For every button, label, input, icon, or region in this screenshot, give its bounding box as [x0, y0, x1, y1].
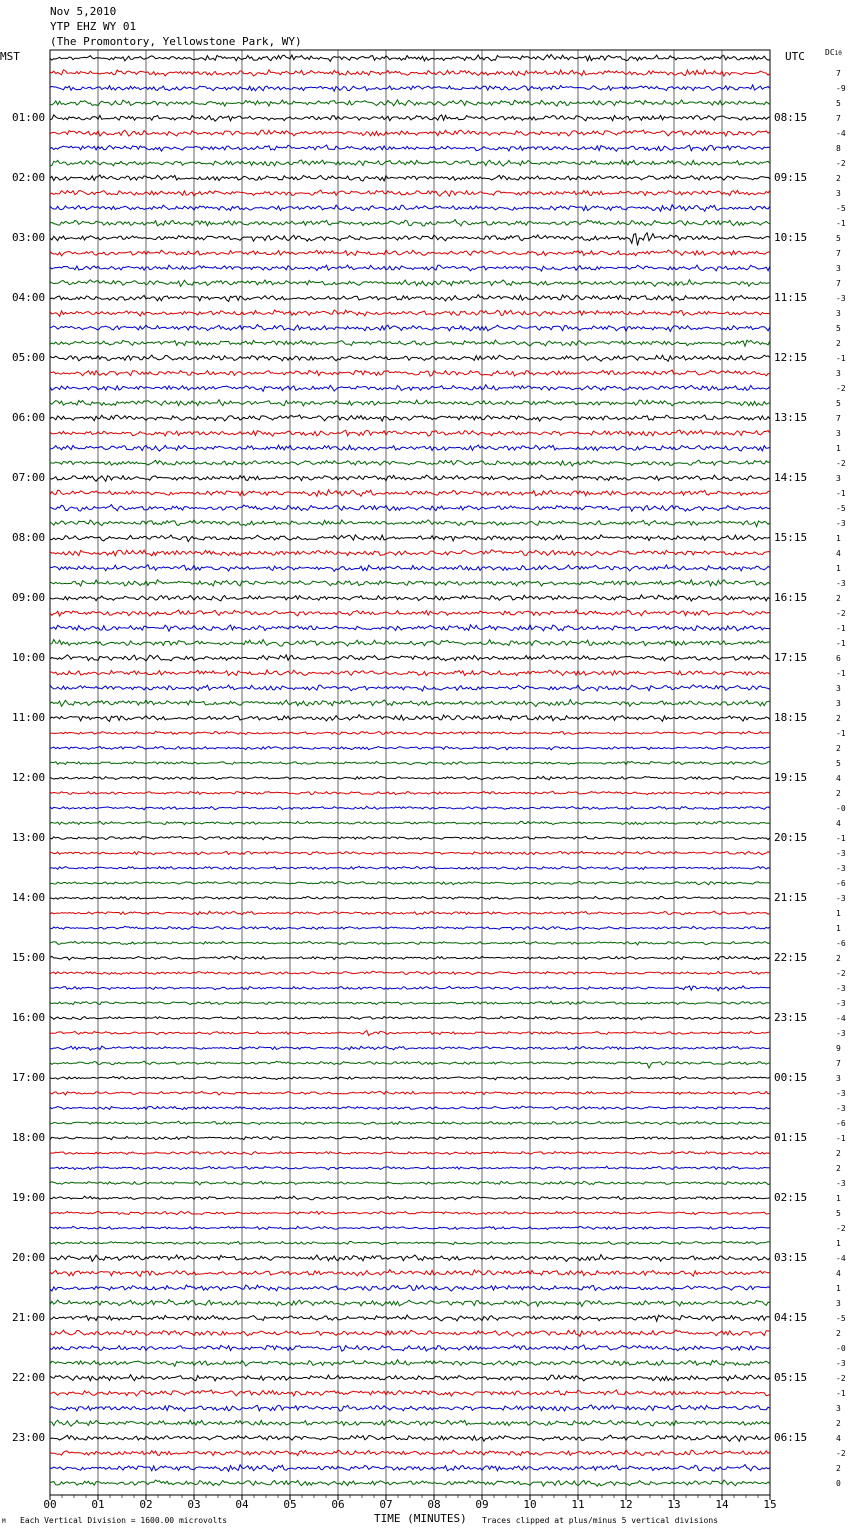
trace-23 [50, 400, 770, 406]
dc-offset-label: -3 [836, 849, 846, 858]
dc-offset-label: 2 [836, 1164, 841, 1173]
trace-47 [50, 761, 770, 764]
x-tick-label: 15 [763, 1498, 777, 1511]
mst-hour-label: 06:00 [12, 411, 46, 424]
plot-frame [50, 50, 770, 1495]
dc-offset-label: -2 [836, 969, 846, 978]
trace-1 [50, 70, 770, 76]
trace-10 [50, 205, 770, 212]
time-axis [50, 1495, 770, 1500]
trace-25 [50, 430, 770, 436]
dc-offset-label: 9 [836, 1044, 841, 1053]
mst-hour-label: 03:00 [12, 231, 46, 244]
trace-92 [50, 1435, 770, 1441]
trace-90 [50, 1405, 770, 1411]
x-tick-label: 12 [619, 1498, 633, 1511]
dc-offset-label: 3 [836, 684, 841, 693]
trace-94 [50, 1465, 770, 1472]
mst-label: MST [0, 50, 20, 63]
dc-offset-label: 7 [836, 279, 841, 288]
dc-offset-label: -6 [836, 1119, 846, 1128]
trace-72 [50, 1136, 770, 1140]
trace-55 [50, 881, 770, 884]
utc-hour-label: 15:15 [774, 531, 808, 544]
trace-50 [50, 806, 770, 810]
dc-offset-label: 5 [836, 1209, 841, 1218]
trace-75 [50, 1181, 770, 1185]
trace-49 [50, 791, 770, 794]
trace-66 [50, 1046, 770, 1050]
mst-hour-label: 01:00 [12, 111, 46, 124]
mst-hour-label: 16:00 [12, 1011, 46, 1024]
dc-offset-label: -2 [836, 459, 846, 468]
dc-offset-label: -4 [836, 1254, 846, 1263]
utc-hour-label: 23:15 [774, 1011, 808, 1024]
dc-offset-label: 7 [836, 114, 841, 123]
trace-39 [50, 640, 770, 647]
dc-offset-label: 2 [836, 339, 841, 348]
dc-offset-label: 3 [836, 474, 841, 483]
trace-68 [50, 1076, 770, 1080]
trace-40 [50, 655, 770, 661]
trace-12 [50, 233, 770, 246]
dc-offset-label: 5 [836, 99, 841, 108]
mst-hour-label: 04:00 [12, 291, 46, 304]
utc-hour-label: 14:15 [774, 471, 808, 484]
dc-offset-label: 7 [836, 414, 841, 423]
dc-offset-label: -2 [836, 159, 846, 168]
trace-74 [50, 1166, 770, 1170]
dc-offset-label: -3 [836, 1359, 846, 1368]
dc-offset-label: -3 [836, 1104, 846, 1113]
dc-offset-label: -1 [836, 834, 846, 843]
x-tick-label: 05 [283, 1498, 297, 1511]
trace-8 [50, 175, 770, 181]
utc-hour-label: 02:15 [774, 1191, 808, 1204]
trace-29 [50, 490, 770, 497]
trace-70 [50, 1106, 770, 1109]
dc-offset-label: 3 [836, 189, 841, 198]
trace-86 [50, 1345, 770, 1351]
mst-hour-label: 09:00 [12, 591, 46, 604]
trace-5 [50, 130, 770, 136]
dc-offset-label: -6 [836, 879, 846, 888]
x-tick-label: 11 [571, 1498, 585, 1511]
trace-31 [50, 520, 770, 527]
dc-offset-label: 7 [836, 69, 841, 78]
trace-14 [50, 265, 770, 271]
mst-hour-label: 20:00 [12, 1251, 46, 1264]
trace-38 [50, 625, 770, 631]
trace-36 [50, 595, 770, 601]
dc-offset-label: -4 [836, 129, 846, 138]
mst-hour-label: 12:00 [12, 771, 46, 784]
utc-hour-label: 09:15 [774, 171, 808, 184]
trace-20 [50, 355, 770, 361]
dc-offset-label: 2 [836, 789, 841, 798]
trace-79 [50, 1241, 770, 1244]
utc-hour-label: 01:15 [774, 1131, 808, 1144]
trace-28 [50, 475, 770, 481]
dc-offset-label: 5 [836, 234, 841, 243]
dc-offset-label: 7 [836, 249, 841, 258]
dc-offset-label: -5 [836, 1314, 846, 1323]
mst-hour-label: 19:00 [12, 1191, 46, 1204]
x-axis-title: TIME (MINUTES) [374, 1512, 467, 1525]
trace-56 [50, 896, 770, 899]
trace-41 [50, 670, 770, 676]
dc-offset-label: -1 [836, 729, 846, 738]
dc-offset-label: 2 [836, 954, 841, 963]
utc-hour-label: 21:15 [774, 891, 808, 904]
trace-58 [50, 926, 770, 930]
dc-offset-label: -1 [836, 1389, 846, 1398]
dc-offset-label: -3 [836, 1029, 846, 1038]
x-tick-label: 03 [187, 1498, 201, 1511]
utc-hour-label: 22:15 [774, 951, 808, 964]
x-tick-label: 04 [235, 1498, 249, 1511]
utc-label: UTC [785, 50, 805, 63]
trace-93 [50, 1450, 770, 1456]
trace-42 [50, 685, 770, 691]
dc-offset-label: 3 [836, 309, 841, 318]
dc-offset-label: -3 [836, 999, 846, 1008]
dc-offset-label: -2 [836, 1374, 846, 1383]
trace-73 [50, 1151, 770, 1154]
mst-hour-label: 05:00 [12, 351, 46, 364]
utc-hour-label: 06:15 [774, 1431, 808, 1444]
dc-offset-label: 1 [836, 564, 841, 573]
dc-offset-label: -1 [836, 219, 846, 228]
dc-offset-label: -1 [836, 489, 846, 498]
trace-32 [50, 535, 770, 542]
trace-83 [50, 1300, 770, 1307]
mst-hour-label: 11:00 [12, 711, 46, 724]
trace-77 [50, 1211, 770, 1214]
trace-15 [50, 280, 770, 287]
dc-offset-label: 4 [836, 774, 841, 783]
mst-hour-label: 17:00 [12, 1071, 46, 1084]
trace-17 [50, 310, 770, 316]
trace-69 [50, 1091, 770, 1095]
mst-hour-label: 02:00 [12, 171, 46, 184]
dc-offset-label: -1 [836, 354, 846, 363]
trace-59 [50, 941, 770, 945]
utc-hour-label: 16:15 [774, 591, 808, 604]
utc-hour-label: 19:15 [774, 771, 808, 784]
trace-24 [50, 415, 770, 421]
trace-78 [50, 1226, 770, 1229]
dc-offset-label: 2 [836, 174, 841, 183]
trace-44 [50, 715, 770, 722]
dc-offset-label: 4 [836, 1434, 841, 1443]
mst-hour-label: 22:00 [12, 1371, 46, 1384]
x-tick-label: 10 [523, 1498, 537, 1511]
trace-71 [50, 1121, 770, 1125]
dc-offset-label: 2 [836, 1464, 841, 1473]
trace-6 [50, 145, 770, 151]
plot-date: Nov 5,2010 [50, 5, 117, 18]
dc-offset-label: -1 [836, 669, 846, 678]
trace-61 [50, 971, 770, 974]
dc-offset-label: -3 [836, 294, 846, 303]
dc-offset-label: -1 [836, 624, 846, 633]
trace-group [50, 55, 770, 1487]
dc-offset-label: -2 [836, 384, 846, 393]
x-tick-label: 13 [667, 1498, 681, 1511]
trace-27 [50, 460, 770, 466]
dc-offset-label: -3 [836, 519, 846, 528]
dc-offset-label: -2 [836, 609, 846, 618]
dc-offset-label: -3 [836, 864, 846, 873]
dc-offset-label: -2 [836, 1224, 846, 1233]
trace-33 [50, 550, 770, 556]
trace-62 [50, 986, 770, 991]
x-tick-label: 14 [715, 1498, 729, 1511]
trace-67 [50, 1061, 770, 1068]
trace-30 [50, 505, 770, 512]
mst-hour-label: 07:00 [12, 471, 46, 484]
trace-63 [50, 1001, 770, 1005]
trace-3 [50, 100, 770, 106]
trace-34 [50, 565, 770, 572]
dc-offset-label: -9 [836, 84, 846, 93]
trace-65 [50, 1031, 770, 1036]
utc-hour-label: 08:15 [774, 111, 808, 124]
dc-offset-label: 4 [836, 819, 841, 828]
trace-54 [50, 866, 770, 869]
trace-4 [50, 115, 770, 121]
trace-37 [50, 610, 770, 616]
dc-offset-label: -5 [836, 204, 846, 213]
trace-22 [50, 385, 770, 392]
trace-35 [50, 580, 770, 586]
trace-2 [50, 85, 770, 91]
mst-hour-label: 23:00 [12, 1431, 46, 1444]
dc-offset-label: 5 [836, 759, 841, 768]
utc-hour-label: 00:15 [774, 1071, 808, 1084]
trace-89 [50, 1390, 770, 1396]
trace-16 [50, 295, 770, 302]
x-tick-label: 07 [379, 1498, 393, 1511]
dc-offset-label: 1 [836, 909, 841, 918]
trace-76 [50, 1196, 770, 1200]
dc-offset-label: 1 [836, 534, 841, 543]
dc-offset-label: -0 [836, 1344, 846, 1353]
dc-offset-label: 2 [836, 1419, 841, 1428]
trace-84 [50, 1315, 770, 1321]
trace-11 [50, 220, 770, 226]
utc-hour-label: 03:15 [774, 1251, 808, 1264]
dc-offset-label: 1 [836, 1284, 841, 1293]
utc-hour-label: 18:15 [774, 711, 808, 724]
trace-19 [50, 340, 770, 346]
dc-offset-label: 3 [836, 429, 841, 438]
trace-45 [50, 731, 770, 734]
corner-mark: M [2, 1518, 6, 1525]
trace-64 [50, 1016, 770, 1019]
trace-88 [50, 1375, 770, 1381]
dc-offset-label: 0 [836, 1479, 841, 1488]
trace-9 [50, 190, 770, 196]
utc-hour-label: 04:15 [774, 1311, 808, 1324]
utc-hour-label: 11:15 [774, 291, 808, 304]
trace-82 [50, 1285, 770, 1291]
dc-offset-label: 2 [836, 594, 841, 603]
x-tick-label: 09 [475, 1498, 489, 1511]
trace-85 [50, 1330, 770, 1336]
utc-hour-label: 12:15 [774, 351, 808, 364]
dc-offset-label: -5 [836, 504, 846, 513]
trace-7 [50, 160, 770, 166]
dc-offset-label: 3 [836, 1404, 841, 1413]
trace-43 [50, 700, 770, 707]
mst-hour-label: 10:00 [12, 651, 46, 664]
trace-46 [50, 746, 770, 750]
trace-95 [50, 1480, 770, 1486]
dc-offset-label: 6 [836, 654, 841, 663]
utc-hour-label: 10:15 [774, 231, 808, 244]
dc-offset-label: 8 [836, 144, 841, 153]
dc-offset-label: -3 [836, 894, 846, 903]
dc-offset-label: 3 [836, 264, 841, 273]
utc-hour-label: 13:15 [774, 411, 808, 424]
dc-offset-label: -2 [836, 1449, 846, 1458]
x-tick-label: 06 [331, 1498, 345, 1511]
dc-offset-label: 7 [836, 1059, 841, 1068]
dc-offset-label: 1 [836, 1194, 841, 1203]
trace-51 [50, 821, 770, 824]
dc-offset-label: 4 [836, 1269, 841, 1278]
dc-offset-label: 5 [836, 399, 841, 408]
trace-26 [50, 445, 770, 451]
trace-91 [50, 1420, 770, 1426]
utc-hour-label: 20:15 [774, 831, 808, 844]
dc-offset-label: 3 [836, 1299, 841, 1308]
vertical-division-note: Each Vertical Division = 1600.00 microvolts [20, 1516, 228, 1525]
dc-offset-label: -6 [836, 939, 846, 948]
dc-offset-label: -3 [836, 1089, 846, 1098]
trace-60 [50, 956, 770, 960]
station-code: YTP EHZ WY 01 [50, 20, 137, 33]
dc-offset-label: -4 [836, 1014, 846, 1023]
dc-offset-label: 2 [836, 1329, 841, 1338]
trace-48 [50, 776, 770, 779]
dc-offset-label: 2 [836, 1149, 841, 1158]
dc-offset-label: -0 [836, 804, 846, 813]
trace-53 [50, 851, 770, 854]
dc-offset-label: -3 [836, 1179, 846, 1188]
trace-18 [50, 325, 770, 332]
dc-offset-label: 3 [836, 699, 841, 708]
dc-offset-label: -3 [836, 984, 846, 993]
dc-offset-label: -1 [836, 1134, 846, 1143]
trace-13 [50, 250, 770, 256]
mst-hour-label: 18:00 [12, 1131, 46, 1144]
dc-offset-label: 1 [836, 1239, 841, 1248]
mst-hour-label: 14:00 [12, 891, 46, 904]
mst-hour-label: 13:00 [12, 831, 46, 844]
dc-label: DC10 [825, 48, 842, 57]
mst-hour-label: 08:00 [12, 531, 46, 544]
mst-hour-label: 21:00 [12, 1311, 46, 1324]
x-tick-label: 02 [139, 1498, 153, 1511]
trace-87 [50, 1360, 770, 1367]
dc-offset-label: 1 [836, 924, 841, 933]
dc-offset-label: 5 [836, 324, 841, 333]
trace-52 [50, 836, 770, 839]
dc-offset-label: -3 [836, 579, 846, 588]
dc-offset-label: -1 [836, 639, 846, 648]
trace-21 [50, 370, 770, 376]
minute-grid [50, 50, 770, 1495]
mst-hour-label: 15:00 [12, 951, 46, 964]
utc-hour-label: 05:15 [774, 1371, 808, 1384]
dc-offset-label: 2 [836, 744, 841, 753]
clipping-note: Traces clipped at plus/minus 5 vertical divisions [482, 1516, 719, 1525]
x-tick-label: 01 [91, 1498, 105, 1511]
dc-offset-label: 3 [836, 1074, 841, 1083]
dc-offset-label: 4 [836, 549, 841, 558]
trace-81 [50, 1270, 770, 1277]
station-location: (The Promontory, Yellowstone Park, WY) [50, 35, 302, 48]
dc-offset-label: 3 [836, 369, 841, 378]
utc-hour-label: 17:15 [774, 651, 808, 664]
trace-80 [50, 1255, 770, 1262]
trace-0 [50, 55, 770, 62]
x-tick-label: 08 [427, 1498, 441, 1511]
dc-offset-label: 2 [836, 714, 841, 723]
trace-57 [50, 911, 770, 915]
x-tick-label: 00 [43, 1498, 57, 1511]
dc-offset-label: 1 [836, 444, 841, 453]
